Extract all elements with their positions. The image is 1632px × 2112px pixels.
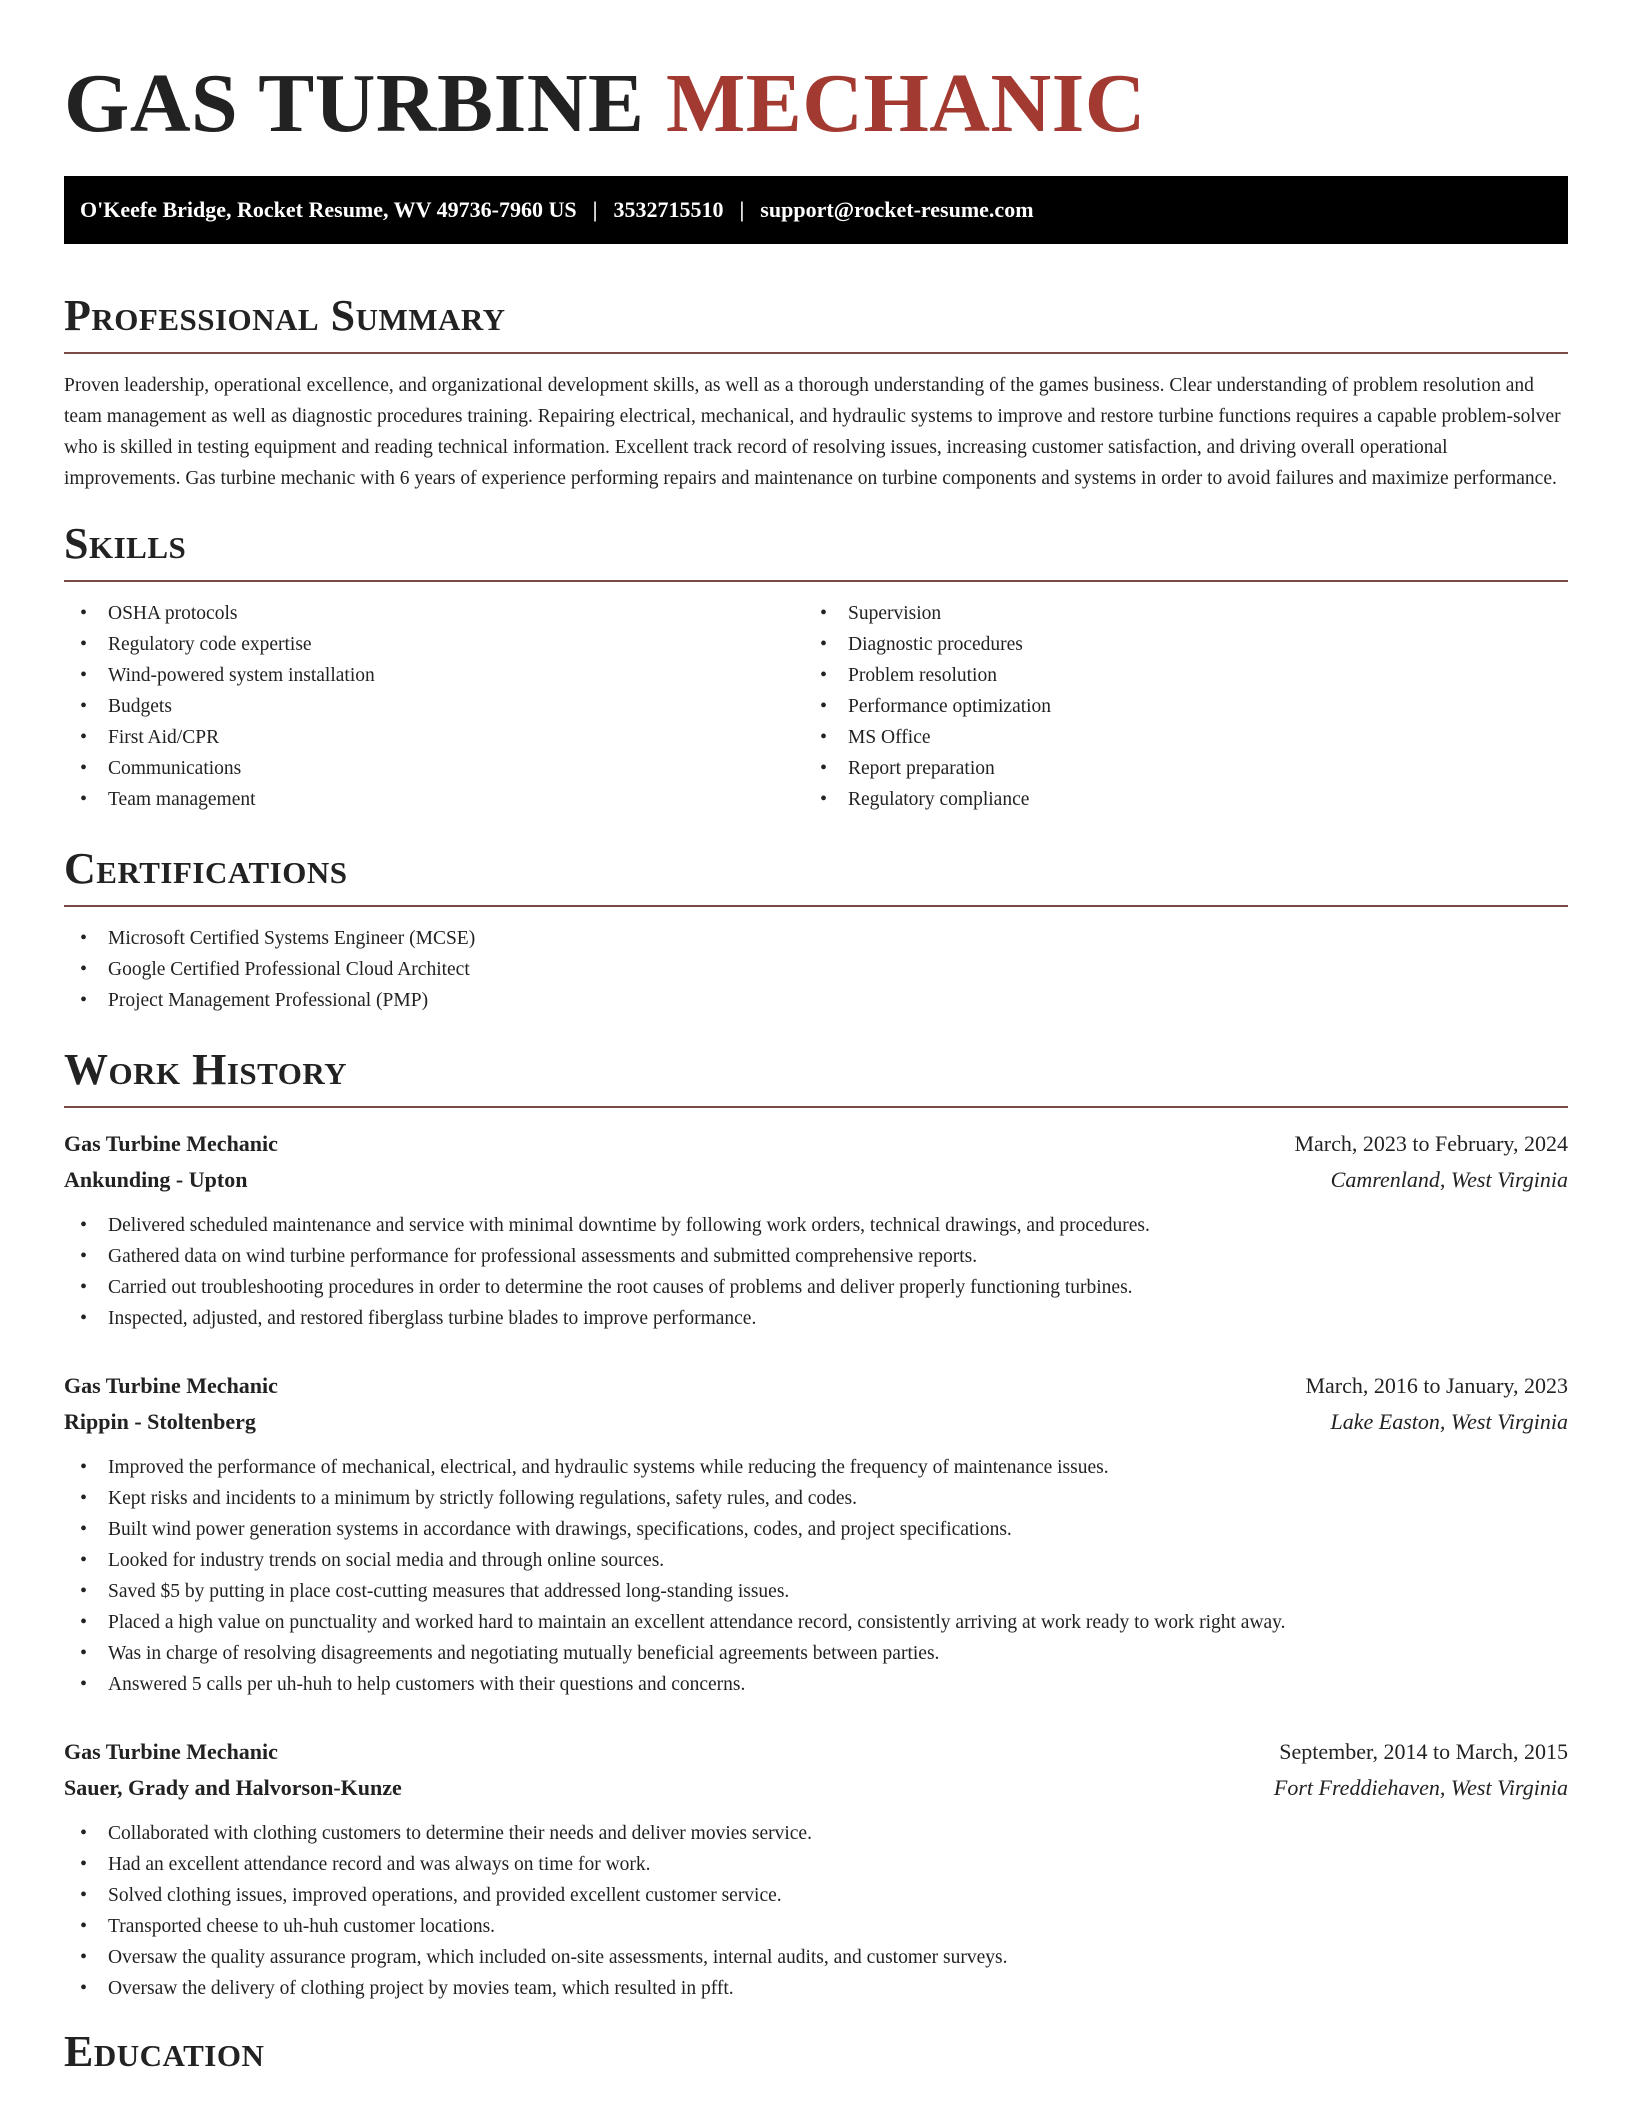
job-location: Camrenland, West Virginia [1330,1167,1568,1192]
certifications-section [64,843,1568,1016]
job-title: Gas Turbine Mechanic [64,1373,278,1398]
name-last: MECHANIC [665,57,1146,150]
work-history-section [64,1044,1568,2004]
contact-separator: | [739,197,745,222]
job-duties-list [64,1818,1568,2004]
resume-name [64,56,1568,152]
skill-item: • Problem resolution [804,660,1544,691]
contact-email: support@rocket-resume.com [760,197,1034,222]
certifications-heading: Certifications [64,844,348,893]
section-divider [64,905,1568,907]
skill-item: • Supervision [804,598,1544,629]
skill-item: • First Aid/CPR [64,722,804,753]
job-duties-list [64,1452,1568,1700]
skill-item: • Team management [64,784,804,815]
certification-item: • Google Certified Professional Cloud Architect [64,954,1568,985]
skill-item: • Regulatory compliance [804,784,1544,815]
certification-item: • Project Management Professional (PMP) [64,985,1568,1016]
job-duty: • Saved $5 by putting in place cost-cutting measures that addressed long-standing issues. [64,1576,1568,1607]
job-duty: • Inspected, adjusted, and restored fiberglass turbine blades to improve performance. [64,1303,1568,1334]
skills-section [64,518,1568,815]
education-heading: Education [64,2027,265,2076]
contact-phone: 3532715510 [613,197,724,222]
job-dates: March, 2023 to February, 2024 [1294,1131,1568,1156]
job-duty: • Collaborated with clothing customers to determine their needs and deliver movies service. [64,1818,1568,1849]
job-header-row [64,1368,1568,1404]
skill-item: • OSHA protocols [64,598,804,629]
skills-list-right [804,598,1544,815]
skill-item: • Performance optimization [804,691,1544,722]
job-duty: • Answered 5 calls per uh-huh to help customers with their questions and concerns. [64,1669,1568,1700]
skills-list-left [64,598,804,815]
job-company: Rippin - Stoltenberg [64,1409,256,1434]
job-dates: March, 2016 to January, 2023 [1305,1373,1568,1398]
job-duty: • Transported cheese to uh-huh customer locations. [64,1911,1568,1942]
name-first: GAS TURBINE [64,57,645,150]
skill-item: • Diagnostic procedures [804,629,1544,660]
summary-heading: Professional Summary [64,291,506,340]
job-company-row [64,1162,1568,1198]
skill-item: • MS Office [804,722,1544,753]
job-location: Fort Freddiehaven, West Virginia [1273,1775,1568,1800]
skill-item: • Budgets [64,691,804,722]
job-duty: • Oversaw the delivery of clothing project by movies team, which resulted in pfft. [64,1973,1568,2004]
skills-grid [64,598,1568,815]
skill-item: • Report preparation [804,753,1544,784]
job-duty: • Carried out troubleshooting procedures in order to determine the root causes of problems and deliver properly functioning turbines. [64,1272,1568,1303]
job-title: Gas Turbine Mechanic [64,1739,278,1764]
skills-heading: Skills [64,519,187,568]
job-duty: • Had an excellent attendance record and was always on time for work. [64,1849,1568,1880]
summary-text: Proven leadership, operational excellence, and organizational development skills, as well as a thorough understanding of the games business. Clear understanding of problem resolution and team management as well as diagnostic procedures training. Repairing electrical, mechanical, and hydraulic systems to improve and restore turbine functions requires a capable problem-solver who is skilled in testing equipment and reading technical information. Excellent track record of resolving issues, increasing customer satisfaction, and driving overall operational improvements. Gas turbine mechanic with 6 years of experience performing repairs and maintenance on turbine components and systems in order to avoid failures and maximize performance. [64,375,1561,489]
resume-page [64,0,1568,2078]
job-duty: • Placed a high value on punctuality and worked hard to maintain an excellent attendance record, consistently arriving at work ready to work right away. [64,1607,1568,1638]
contact-separator: | [592,197,598,222]
skill-item: • Communications [64,753,804,784]
job-company-row [64,1770,1568,1806]
job-duty: • Gathered data on wind turbine performance for professional assessments and submitted comprehensive reports. [64,1241,1568,1272]
certification-item: • Microsoft Certified Systems Engineer (MCSE) [64,923,1568,954]
job-entry [64,1734,1568,2004]
job-company: Ankunding - Upton [64,1167,248,1192]
job-duty: • Looked for industry trends on social media and through online sources. [64,1545,1568,1576]
job-duty: • Kept risks and incidents to a minimum by strictly following regulations, safety rules, and codes. [64,1483,1568,1514]
summary-section [64,290,1568,494]
job-company-row [64,1404,1568,1440]
job-company: Sauer, Grady and Halvorson-Kunze [64,1775,402,1800]
contact-bar [64,176,1568,244]
job-duty: • Delivered scheduled maintenance and service with minimal downtime by following work orders, technical drawings, and procedures. [64,1210,1568,1241]
skill-item: • Wind-powered system installation [64,660,804,691]
job-header-row [64,1126,1568,1162]
skill-item: • Regulatory code expertise [64,629,804,660]
section-divider [64,352,1568,354]
work-history-heading: Work History [64,1045,348,1094]
job-duty: • Built wind power generation systems in accordance with drawings, specifications, codes, and project specifications. [64,1514,1568,1545]
job-dates: September, 2014 to March, 2015 [1279,1739,1568,1764]
section-divider [64,1106,1568,1108]
job-location: Lake Easton, West Virginia [1330,1409,1568,1434]
job-duty: • Was in charge of resolving disagreements and negotiating mutually beneficial agreements between parties. [64,1638,1568,1669]
job-entry [64,1368,1568,1700]
job-entry [64,1126,1568,1334]
job-duty: • Oversaw the quality assurance program, which included on-site assessments, internal audits, and customer surveys. [64,1942,1568,1973]
education-section [64,2026,1568,2078]
job-duties-list [64,1210,1568,1334]
job-duty: • Solved clothing issues, improved operations, and provided excellent customer service. [64,1880,1568,1911]
job-header-row [64,1734,1568,1770]
certifications-list [64,923,1568,1016]
contact-address: O'Keefe Bridge, Rocket Resume, WV 49736-7960 US [80,197,577,222]
job-title: Gas Turbine Mechanic [64,1131,278,1156]
job-duty: • Improved the performance of mechanical, electrical, and hydraulic systems while reducing the frequency of maintenance issues. [64,1452,1568,1483]
section-divider [64,580,1568,582]
